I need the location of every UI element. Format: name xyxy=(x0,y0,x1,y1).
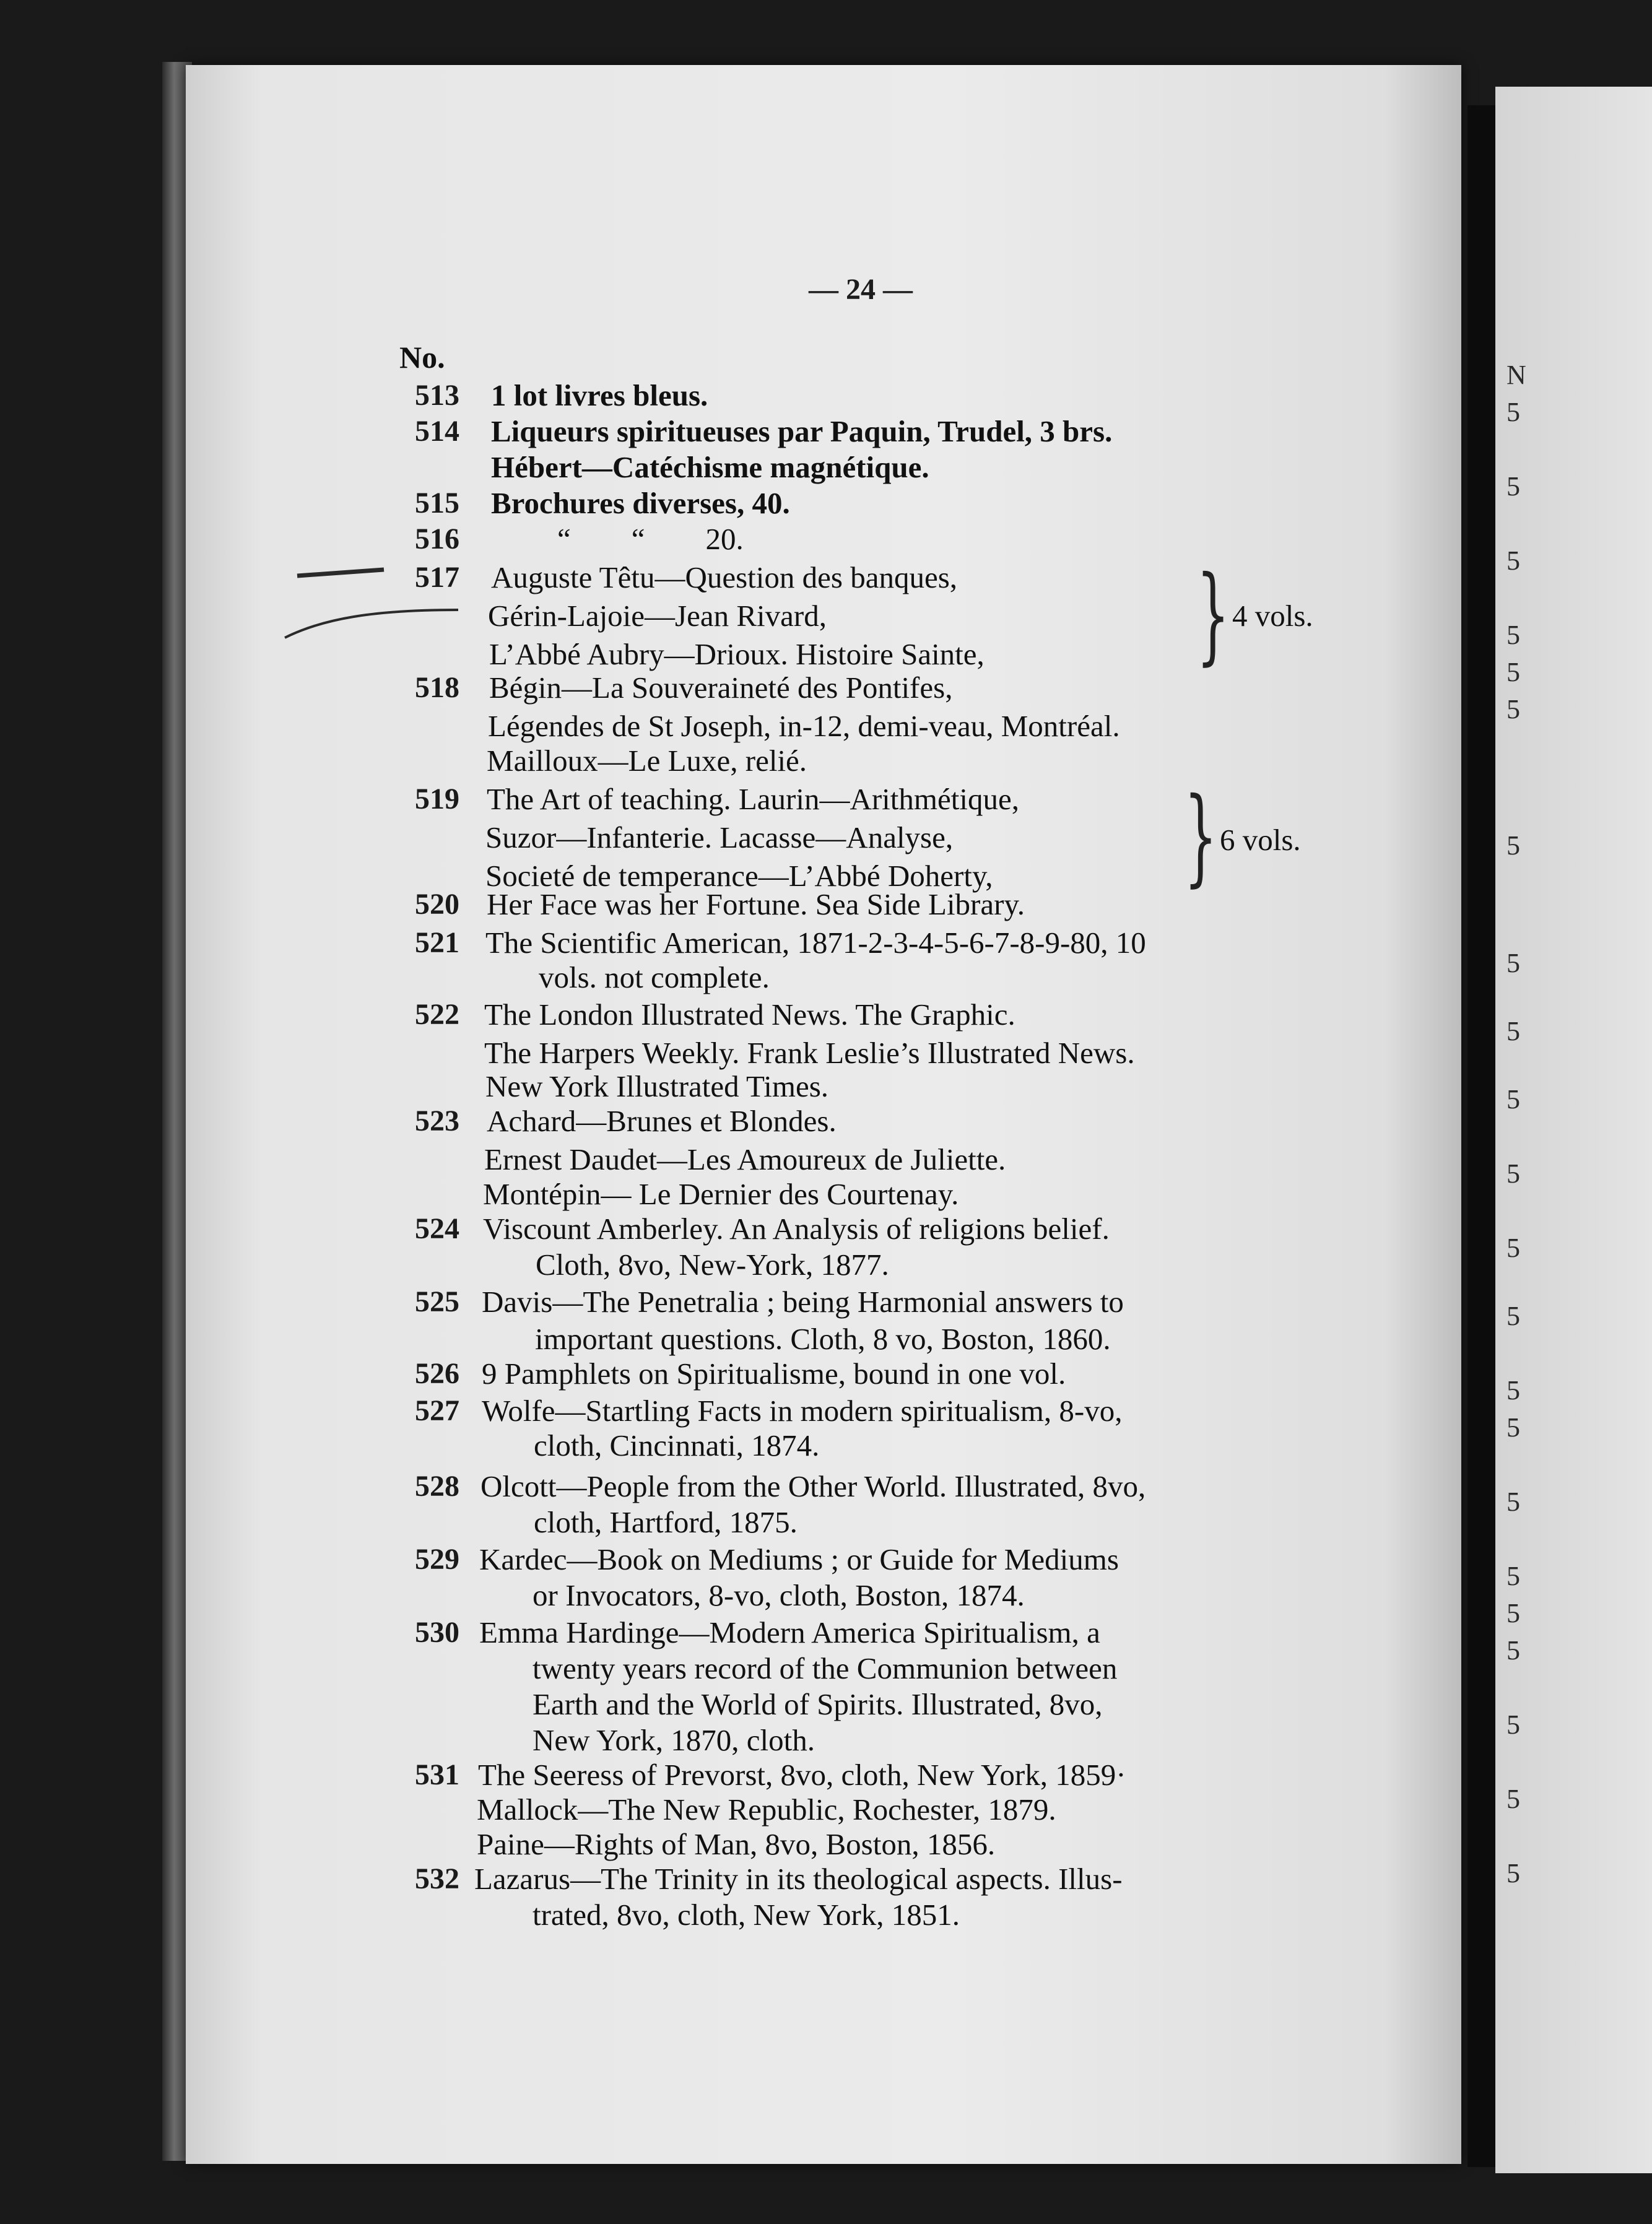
lot-number: 524 xyxy=(415,1212,459,1245)
entry-line: Brochures diverses, 40. xyxy=(491,486,790,520)
entry-line: Societé de temperance—L’Abbé Doherty, xyxy=(485,859,993,893)
entry-line: Earth and the World of Spirits. Illustrated, 8vo, xyxy=(533,1687,1103,1721)
entry-line: The Seeress of Prevorst, 8vo, cloth, New York, 1859· xyxy=(478,1758,1126,1792)
entry-line: twenty years record of the Communion between xyxy=(533,1651,1118,1685)
entry-line: Emma Hardinge—Modern America Spiritualism, a xyxy=(479,1615,1100,1649)
entry-line: Ernest Daudet—Les Amoureux de Juliette. xyxy=(484,1142,1006,1176)
entry-line: or Invocators, 8-vo, cloth, Boston, 1874. xyxy=(533,1578,1025,1612)
entry-line: Hébert—Catéchisme magnétique. xyxy=(491,450,929,484)
lot-number: 513 xyxy=(415,379,459,412)
lot-number: 528 xyxy=(415,1470,459,1503)
grouping-brace: } xyxy=(1184,775,1218,898)
facing-page-fragment: 5 xyxy=(1506,1301,1520,1331)
facing-page-fragment: 5 xyxy=(1506,1784,1520,1814)
facing-page-fragment: 5 xyxy=(1506,1858,1520,1888)
page-number: — 24 — xyxy=(809,273,913,306)
entry-line: The Art of teaching. Laurin—Arithmétique, xyxy=(487,782,1019,816)
facing-page-fragment: 5 xyxy=(1506,1598,1520,1628)
page-gutter xyxy=(1467,105,1495,2167)
facing-page-fragment: 5 xyxy=(1506,1412,1520,1443)
lot-number: 519 xyxy=(415,783,459,815)
entry-line: Paine—Rights of Man, 8vo, Boston, 1856. xyxy=(477,1827,996,1861)
lot-number: 526 xyxy=(415,1357,459,1390)
facing-page-fragment: 5 xyxy=(1506,694,1520,724)
lot-number: 514 xyxy=(415,415,459,448)
entry-line: New York, 1870, cloth. xyxy=(533,1723,815,1757)
facing-page-fragment: 5 xyxy=(1506,1233,1520,1263)
entry-line: Wolfe—Startling Facts in modern spiritualism, 8-vo, xyxy=(482,1394,1123,1428)
facing-page-edge xyxy=(1495,87,1652,2173)
entry-line: Cloth, 8vo, New-York, 1877. xyxy=(536,1248,889,1282)
facing-page-fragment: 5 xyxy=(1506,1158,1520,1189)
column-header-number: No. xyxy=(399,340,445,375)
lot-number: 523 xyxy=(415,1105,459,1137)
lot-number: 530 xyxy=(415,1616,459,1649)
facing-page-fragment: 5 xyxy=(1506,1709,1520,1740)
entry-line: The Harpers Weekly. Frank Leslie’s Illustrated News. xyxy=(484,1036,1135,1070)
lot-number: 531 xyxy=(415,1758,459,1791)
entry-line: Bégin—La Souveraineté des Pontifes, xyxy=(489,671,953,705)
group-volume-count: 6 vols. xyxy=(1220,823,1301,857)
facing-page-fragment: 5 xyxy=(1506,1375,1520,1405)
entry-line: 9 Pamphlets on Spiritualisme, bound in one vol. xyxy=(482,1357,1066,1391)
entry-line: 1 lot livres bleus. xyxy=(491,378,708,412)
facing-page-fragment: 5 xyxy=(1506,830,1520,861)
facing-page-fragment: N xyxy=(1506,360,1526,390)
facing-page-fragment: 5 xyxy=(1506,1561,1520,1591)
entry-line: Achard—Brunes et Blondes. xyxy=(487,1104,837,1138)
lot-number: 525 xyxy=(415,1285,459,1318)
facing-page-fragment: 5 xyxy=(1506,471,1520,502)
group-volume-count: 4 vols. xyxy=(1232,599,1313,633)
facing-page-fragment: 5 xyxy=(1506,1487,1520,1517)
entry-line: L’Abbé Aubry—Drioux. Histoire Sainte, xyxy=(489,637,985,671)
entry-line: Lazarus—The Trinity in its theological aspects. Illus- xyxy=(474,1862,1123,1896)
entry-line: “ “ 20. xyxy=(557,522,744,556)
entry-line: Mailloux—Le Luxe, relié. xyxy=(487,744,807,778)
lot-number: 521 xyxy=(415,926,459,959)
lot-number: 517 xyxy=(415,561,459,594)
lot-number: 527 xyxy=(415,1394,459,1427)
entry-line: cloth, Hartford, 1875. xyxy=(534,1505,798,1539)
entry-line: Suzor—Infanterie. Lacasse—Analyse, xyxy=(485,820,954,854)
lot-number: 532 xyxy=(415,1862,459,1895)
lot-number: 516 xyxy=(415,523,459,555)
lot-number: 515 xyxy=(415,487,459,519)
entry-line: Mallock—The New Republic, Rochester, 1879. xyxy=(477,1792,1056,1827)
entry-line: vols. not complete. xyxy=(539,960,770,994)
lot-number: 520 xyxy=(415,888,459,921)
entry-line: Auguste Têtu—Question des banques, xyxy=(491,560,958,594)
entry-line: Liqueurs spiritueuses par Paquin, Trudel, 3 brs. xyxy=(491,414,1113,448)
facing-page-fragment: 5 xyxy=(1506,1084,1520,1114)
facing-page-fragment: 5 xyxy=(1506,545,1520,576)
grouping-brace: } xyxy=(1196,554,1230,676)
entry-line: New York Illustrated Times. xyxy=(485,1069,829,1103)
entry-line: The London Illustrated News. The Graphic. xyxy=(484,997,1015,1032)
facing-page-fragment: 5 xyxy=(1506,620,1520,650)
facing-page-fragment: 5 xyxy=(1506,948,1520,978)
facing-page-fragment: 5 xyxy=(1506,657,1520,687)
entry-line: Légendes de St Joseph, in-12, demi-veau, Montréal. xyxy=(488,709,1120,743)
entry-line: Montépin— Le Dernier des Courtenay. xyxy=(483,1177,959,1211)
lot-number: 529 xyxy=(415,1543,459,1576)
entry-line: cloth, Cincinnati, 1874. xyxy=(534,1428,820,1462)
entry-line: Her Face was her Fortune. Sea Side Library. xyxy=(487,887,1025,921)
entry-line: trated, 8vo, cloth, New York, 1851. xyxy=(533,1898,960,1932)
lot-number: 522 xyxy=(415,998,459,1031)
facing-page-fragment: 5 xyxy=(1506,397,1520,427)
entry-line: Gérin-Lajoie—Jean Rivard, xyxy=(488,599,827,633)
facing-page-fragment: 5 xyxy=(1506,1635,1520,1666)
entry-line: The Scientific American, 1871-2-3-4-5-6-7-8-9-80, 10 xyxy=(485,926,1146,960)
facing-page-fragment: 5 xyxy=(1506,1016,1520,1046)
entry-line: Viscount Amberley. An Analysis of religions belief. xyxy=(483,1212,1110,1246)
entry-line: important questions. Cloth, 8 vo, Boston, 1860. xyxy=(535,1322,1111,1356)
entry-line: Davis—The Penetralia ; being Harmonial answers to xyxy=(482,1285,1124,1319)
lot-number: 518 xyxy=(415,671,459,704)
entry-line: Kardec—Book on Mediums ; or Guide for Mediums xyxy=(479,1542,1119,1576)
entry-line: Olcott—People from the Other World. Illustrated, 8vo, xyxy=(480,1469,1146,1503)
